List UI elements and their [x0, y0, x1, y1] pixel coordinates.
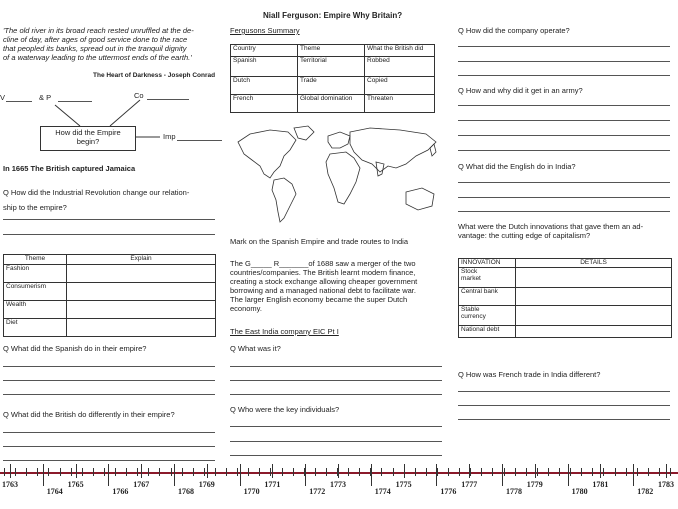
answer-line [458, 105, 670, 106]
timeline-year-tick [600, 464, 601, 478]
text-line: borrowing and a managed national debt to facilitate war. [230, 286, 416, 295]
timeline-minor-tick [603, 468, 604, 476]
question-key-individuals: Q Who were the key individuals? [230, 405, 340, 414]
summary-cell: Global domination [298, 95, 365, 113]
timeline-minor-tick [115, 468, 116, 476]
timeline-year: 1768 [178, 487, 194, 496]
timeline-minor-tick [193, 468, 194, 476]
page-title: Niall Ferguson: Empire Why Britain? [263, 11, 403, 20]
summary-heading: Fergusons Summary [230, 26, 300, 35]
question-dutch-innovations [458, 222, 643, 240]
glorious-revolution-text [230, 259, 452, 313]
timeline-minor-tick [359, 468, 360, 476]
summary-cell: Territorial [298, 57, 365, 77]
timeline-year: 1764 [46, 487, 63, 496]
timeline-minor-tick [670, 468, 671, 476]
timeline-year-tick [568, 464, 569, 486]
timeline-year-tick [502, 464, 503, 486]
timeline-minor-tick [248, 468, 249, 476]
timeline-minor-tick [4, 468, 5, 476]
question-line: What were the Dutch innovations that gave them an ad- [458, 222, 644, 231]
timeline-minor-tick [126, 468, 127, 476]
answer-line [458, 46, 670, 47]
timeline-minor-tick [637, 468, 638, 476]
timeline-minor-tick [315, 468, 316, 476]
mindmap-v: V [0, 93, 6, 102]
timeline-year: 1769 [198, 480, 215, 489]
timeline-year-tick [371, 464, 372, 486]
timeline-minor-tick [581, 468, 582, 476]
question-company-operate: Q How did the company operate? [458, 26, 570, 35]
timeline [0, 460, 678, 509]
timeline-year-tick [141, 464, 142, 478]
answer-line [3, 219, 215, 220]
south-america-shape [272, 178, 296, 222]
india-shape [376, 162, 384, 176]
timeline-year: 1776 [440, 487, 457, 496]
timeline-minor-tick [504, 468, 505, 476]
timeline-year: 1771 [264, 480, 281, 489]
innovation-cell-line: Stable [461, 306, 480, 313]
timeline-minor-tick [548, 468, 549, 476]
innovation-header: DETAILS [516, 259, 672, 268]
summary-header: Theme [298, 45, 365, 57]
timeline-year-tick [108, 464, 109, 486]
answer-line [458, 182, 670, 183]
themes-header: Explain [67, 255, 216, 265]
quote-source: The Heart of Darkness - Joseph Conrad [93, 72, 216, 79]
answer-line [230, 380, 442, 381]
timeline-year: 1780 [571, 487, 588, 496]
timeline-minor-tick [26, 468, 27, 476]
innovation-cell-line: market [461, 275, 481, 282]
timeline-minor-tick [615, 468, 616, 476]
timeline-minor-tick [226, 468, 227, 476]
timeline-minor-tick [470, 468, 471, 476]
themes-table [3, 254, 216, 337]
mindmap-center [40, 126, 136, 151]
text-line: The G_____ R_______of 1688 saw a merger of the two [230, 259, 416, 268]
timeline-year: 1773 [330, 480, 346, 489]
timeline-year: 1781 [592, 480, 609, 489]
timeline-minor-tick [104, 468, 105, 476]
answer-line [3, 394, 215, 395]
innovation-details-cell[interactable] [516, 288, 672, 306]
timeline-year: 1777 [461, 480, 478, 489]
north-america-shape [238, 130, 296, 178]
themes-cell: Consumerism [4, 283, 67, 301]
summary-cell: Trade [298, 77, 365, 95]
answer-line [230, 426, 442, 427]
timeline-minor-tick [381, 468, 382, 476]
timeline-year: 1779 [526, 480, 543, 489]
timeline-year: 1765 [67, 480, 84, 489]
answer-line [230, 441, 442, 442]
timeline-minor-tick [237, 468, 238, 476]
answer-line [458, 135, 670, 136]
timeline-minor-tick [326, 468, 327, 476]
text-line: creating a stock exchange allowing cheaper government [230, 277, 418, 286]
timeline-minor-tick [71, 468, 72, 476]
timeline-year-tick [43, 464, 44, 486]
timeline-year-tick [666, 464, 667, 478]
answer-line [458, 391, 670, 392]
timeline-minor-tick [648, 468, 649, 476]
timeline-year-tick [338, 464, 339, 478]
question-industrial-revolution [3, 185, 189, 215]
eic-heading: The East India company EIC Pt I [230, 327, 339, 336]
timeline-year-tick [535, 464, 536, 478]
timeline-year-tick [207, 464, 208, 478]
timeline-minor-tick [626, 468, 627, 476]
themes-cell: Fashion [4, 265, 67, 283]
timeline-minor-tick [60, 468, 61, 476]
summary-cell: Spanish [231, 57, 298, 77]
answer-line [230, 394, 442, 395]
jamaica-note: In 1665 The British captured Jamaica [3, 164, 136, 173]
answer-line [3, 234, 215, 235]
timeline-minor-tick [515, 468, 516, 476]
world-map [230, 122, 452, 234]
innovation-header: INNOVATION [459, 259, 516, 268]
question-line: Q How did the Industrial Revolution change our relation- [3, 188, 190, 197]
summary-header: What the British did [365, 45, 435, 57]
summary-cell: Copied [365, 77, 435, 95]
text-line: countries/companies. The British learnt modern finance, [230, 268, 416, 277]
innovation-cell [459, 306, 516, 326]
timeline-minor-tick [481, 468, 482, 476]
summary-cell: French [231, 95, 298, 113]
timeline-minor-tick [459, 468, 460, 476]
summary-header: Country [231, 45, 298, 57]
timeline-minor-tick [348, 468, 349, 476]
summary-cell: Threaten [365, 95, 435, 113]
asia-shape [350, 128, 436, 172]
timeline-minor-tick [448, 468, 449, 476]
timeline-year-tick [305, 464, 306, 486]
timeline-axis [0, 472, 678, 474]
australia-shape [406, 188, 434, 210]
question-spanish: Q What did the Spanish do in their empire? [3, 344, 147, 353]
timeline-minor-tick [270, 468, 271, 476]
mindmap-co: Co [134, 91, 144, 100]
timeline-minor-tick [171, 468, 172, 476]
themes-cell: Wealth [4, 301, 67, 319]
themes-cell: Diet [4, 319, 67, 337]
answer-line [458, 75, 670, 76]
timeline-year: 1766 [112, 487, 129, 496]
timeline-year-tick [436, 464, 437, 486]
timeline-minor-tick [159, 468, 160, 476]
answer-line [3, 432, 215, 433]
timeline-year-tick [404, 464, 405, 478]
question-what-was-it: Q What was it? [230, 344, 281, 353]
europe-shape [328, 132, 350, 148]
answer-line [458, 61, 670, 62]
africa-shape [326, 152, 360, 204]
innovation-cell: National debt [459, 326, 516, 338]
innovation-cell [459, 268, 516, 288]
themes-explain-cell[interactable] [67, 319, 216, 337]
timeline-minor-tick [659, 468, 660, 476]
timeline-year-tick [469, 464, 470, 478]
question-army: Q How and why did it get in an army? [458, 86, 583, 95]
innovation-cell-line: currency [461, 313, 486, 320]
themes-explain-cell[interactable] [67, 301, 216, 319]
timeline-minor-tick [559, 468, 560, 476]
answer-line [458, 211, 670, 212]
quote-line: of a waterway leading to the uttermost ends of the earth.' [3, 53, 192, 62]
timeline-minor-tick [82, 468, 83, 476]
question-line: vantage: the cutting edge of capitalism? [458, 231, 591, 240]
timeline-minor-tick [537, 468, 538, 476]
mindmap-center-line: begin? [76, 137, 100, 146]
innovation-details-cell[interactable] [516, 268, 672, 288]
timeline-minor-tick [293, 468, 294, 476]
text-line: The larger English economy became the super Dutch [230, 295, 408, 304]
timeline-minor-tick [48, 468, 49, 476]
timeline-minor-tick [137, 468, 138, 476]
answer-line [3, 446, 215, 447]
answer-line [3, 380, 215, 381]
timeline-year-tick [76, 464, 77, 478]
timeline-minor-tick [415, 468, 416, 476]
mindmap-p: & P [39, 93, 52, 102]
themes-explain-cell[interactable] [67, 265, 216, 283]
timeline-year: 1778 [506, 487, 522, 496]
timeline-year: 1763 [2, 480, 18, 489]
innovation-table [458, 258, 672, 338]
question-british: Q What did the British do differently in their empire? [3, 410, 175, 419]
timeline-minor-tick [526, 468, 527, 476]
blank-line [177, 140, 222, 141]
timeline-year-tick [272, 464, 273, 478]
timeline-year: 1767 [133, 480, 150, 489]
timeline-minor-tick [15, 468, 16, 476]
themes-explain-cell[interactable] [67, 283, 216, 301]
timeline-year: 1782 [637, 487, 654, 496]
timeline-minor-tick [592, 468, 593, 476]
answer-line [458, 405, 670, 406]
greenland-shape [294, 126, 314, 140]
timeline-year: 1783 [658, 480, 674, 489]
question-french-trade: Q How was French trade in India different? [458, 370, 601, 379]
timeline-minor-tick [393, 468, 394, 476]
timeline-minor-tick [570, 468, 571, 476]
timeline-year: 1775 [395, 480, 412, 489]
timeline-minor-tick [426, 468, 427, 476]
innovation-cell: Central bank [459, 288, 516, 306]
timeline-minor-tick [282, 468, 283, 476]
answer-line [458, 197, 670, 198]
japan-shape [430, 144, 436, 156]
timeline-minor-tick [259, 468, 260, 476]
timeline-minor-tick [148, 468, 149, 476]
answer-line [230, 455, 442, 456]
timeline-year-tick [633, 464, 634, 486]
answer-line [458, 150, 670, 151]
timeline-minor-tick [93, 468, 94, 476]
summary-table [230, 44, 435, 113]
text-line: economy. [230, 304, 262, 313]
timeline-minor-tick [492, 468, 493, 476]
answer-line [3, 366, 215, 367]
mindmap-center-line: How did the Empire [55, 128, 121, 137]
innovation-details-cell[interactable] [516, 326, 672, 338]
timeline-year: 1772 [309, 487, 326, 496]
timeline-year: 1770 [243, 487, 260, 496]
timeline-year: 1774 [374, 487, 391, 496]
map-caption: Mark on the Spanish Empire and trade routes to India [230, 237, 409, 246]
timeline-minor-tick [215, 468, 216, 476]
quote-line: 'The old river in its broad reach rested unruffled at the de- [3, 26, 194, 35]
themes-header: Theme [4, 255, 67, 265]
question-english-india: Q What did the English do in India? [458, 162, 576, 171]
quote-line: cline of day, after ages of good service done to the race [3, 35, 188, 44]
mindmap-imp: Imp [163, 132, 176, 141]
innovation-cell-line: Stock [461, 268, 478, 275]
question-line: ship to the empire? [3, 203, 67, 212]
timeline-minor-tick [204, 468, 205, 476]
innovation-details-cell[interactable] [516, 306, 672, 326]
timeline-year-tick [240, 464, 241, 486]
quote-line: that peopled its banks, spread out in the tranquil dignity [3, 44, 187, 53]
timeline-minor-tick [182, 468, 183, 476]
answer-line [458, 419, 670, 420]
timeline-minor-tick [37, 468, 38, 476]
summary-cell: Robbed [365, 57, 435, 77]
summary-cell: Dutch [231, 77, 298, 95]
timeline-year-tick [10, 464, 11, 478]
answer-line [458, 120, 670, 121]
timeline-year-tick [174, 464, 175, 486]
answer-line [230, 366, 442, 367]
